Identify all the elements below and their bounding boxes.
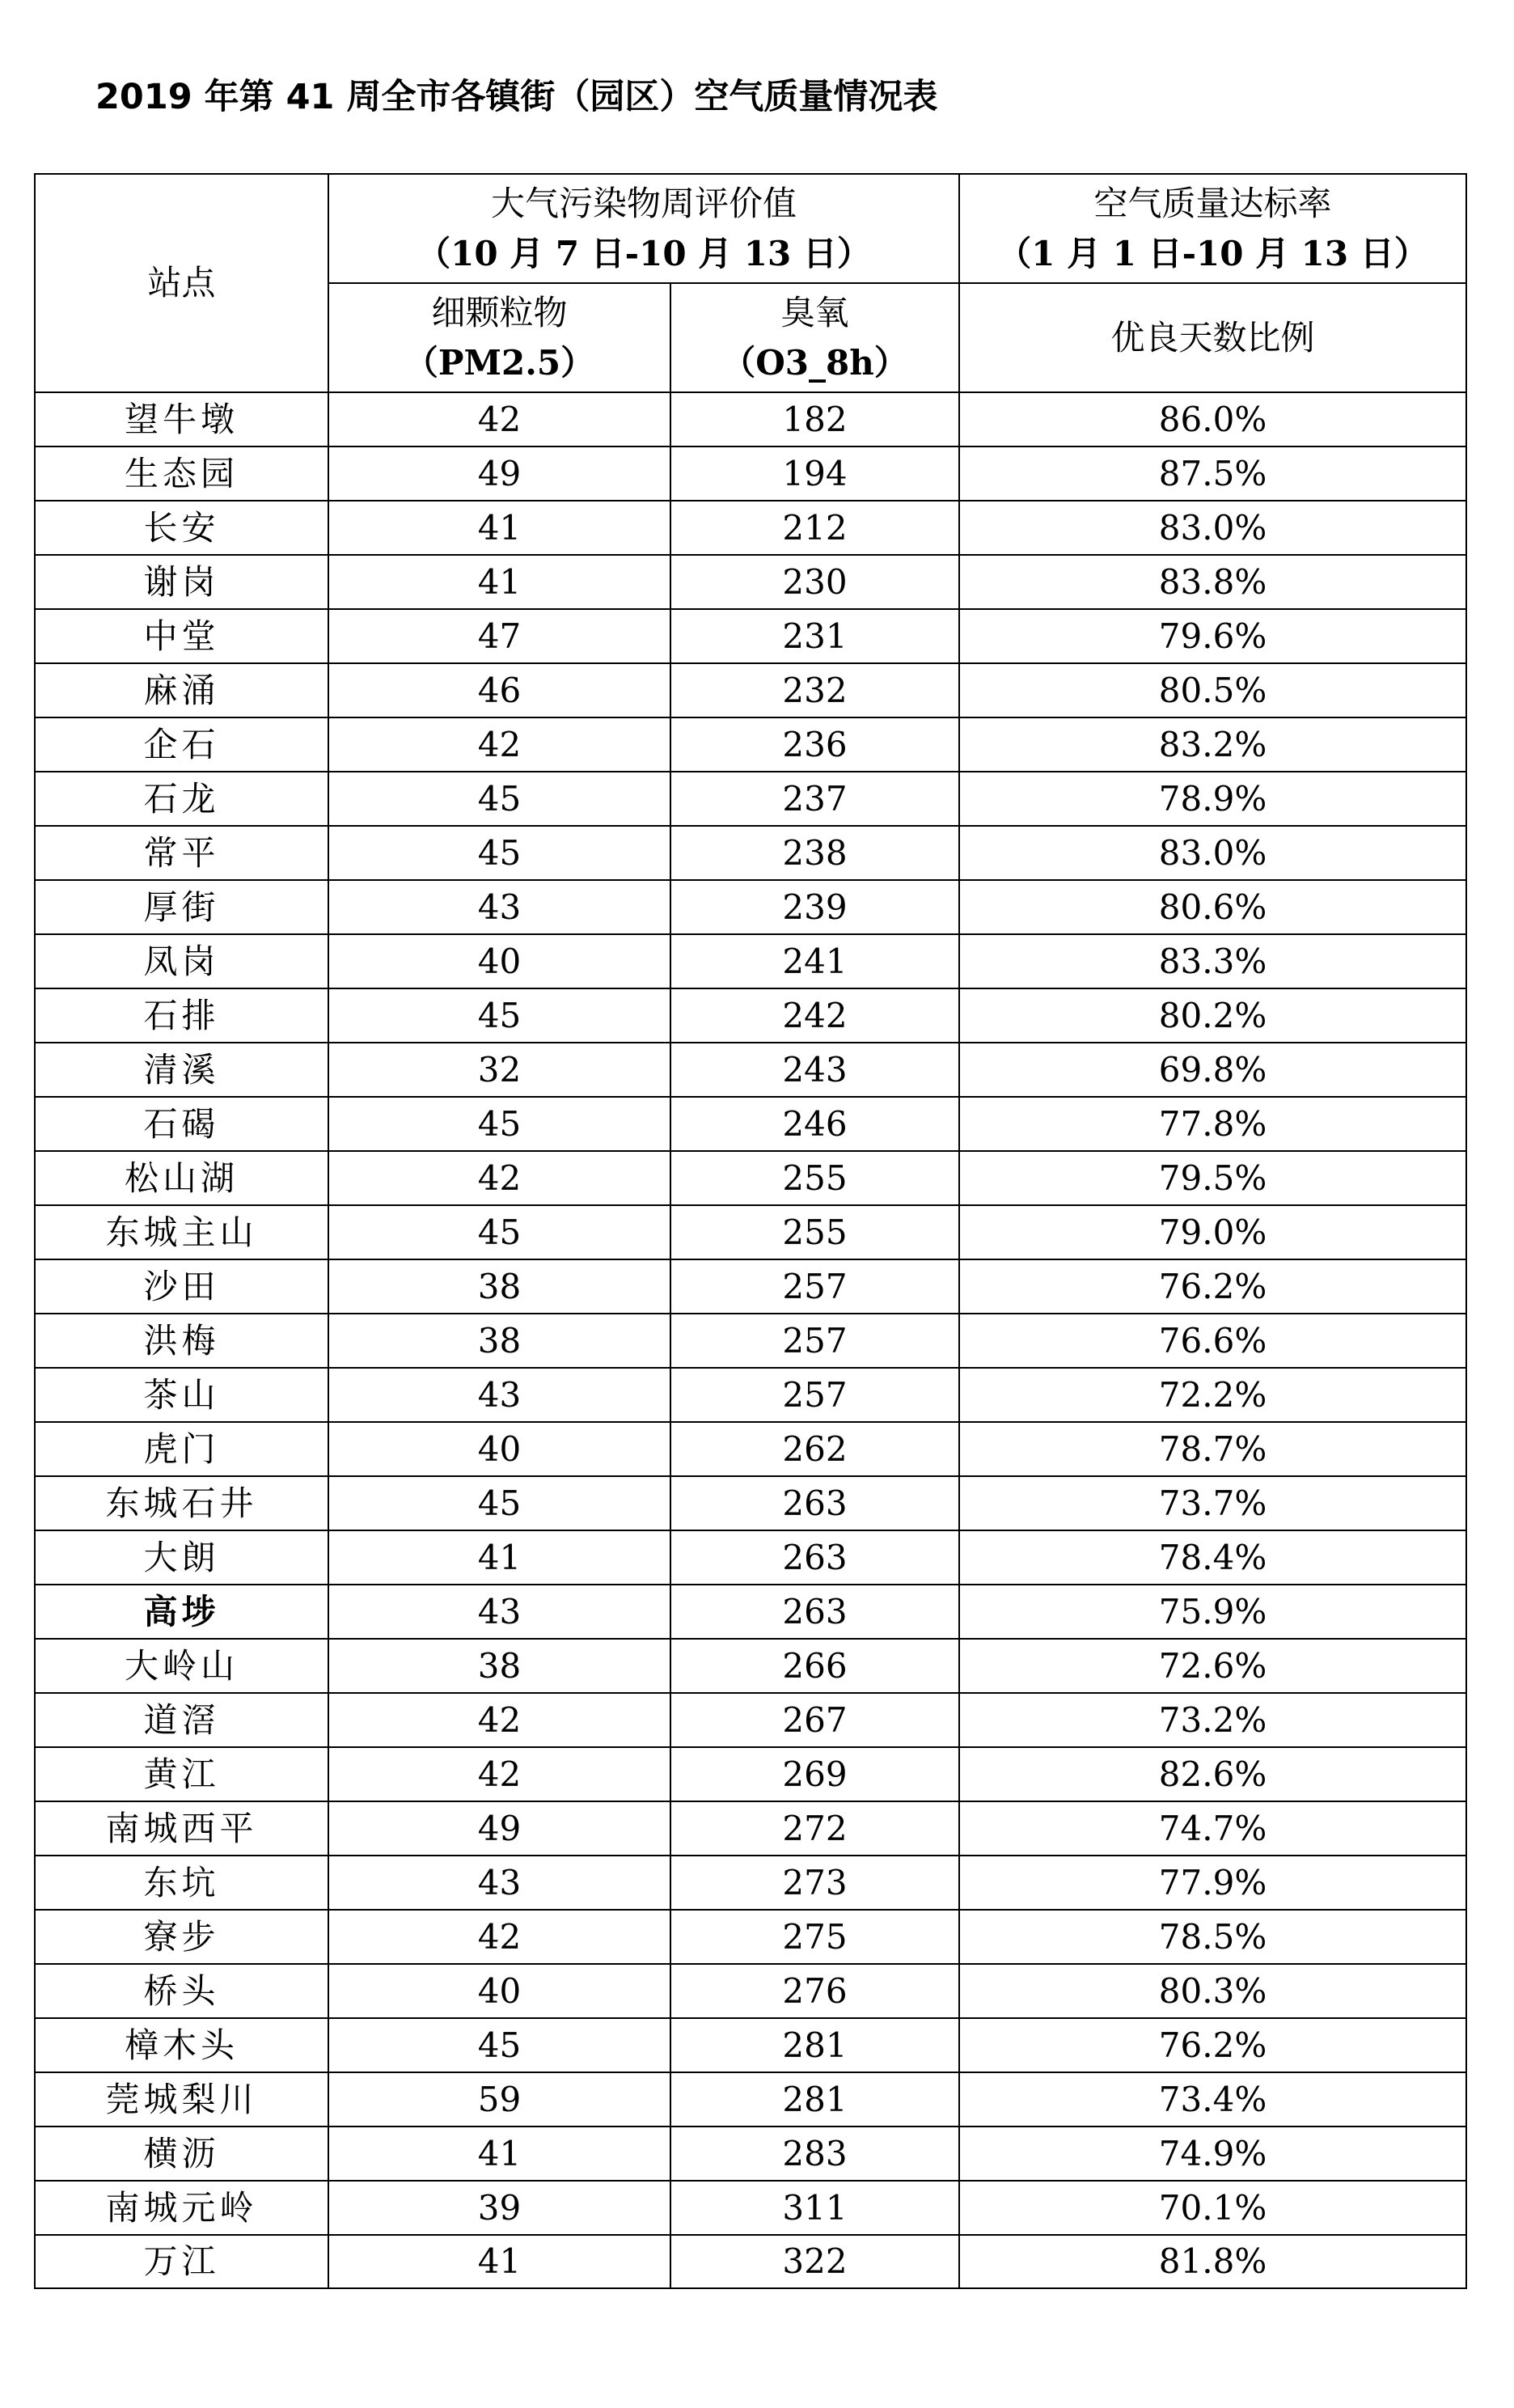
o3-cell: 236 <box>670 717 959 772</box>
pm25-cell: 45 <box>328 988 670 1043</box>
pm25-cell: 47 <box>328 609 670 663</box>
station-cell: 谢岗 <box>35 555 328 609</box>
rate-cell: 72.6% <box>959 1639 1466 1693</box>
header-row-1 <box>35 174 1466 283</box>
o3-cell: 273 <box>670 1856 959 1910</box>
page-title: 2019 年第 41 周全市各镇街（园区）空气质量情况表 <box>95 77 938 117</box>
table-row <box>35 1910 1466 1964</box>
rate-cell: 82.6% <box>959 1747 1466 1801</box>
station-cell: 常平 <box>35 826 328 880</box>
rate-cell: 73.7% <box>959 1476 1466 1530</box>
pm25-cell: 41 <box>328 501 670 555</box>
pm25-cell: 43 <box>328 1856 670 1910</box>
o3-cell: 242 <box>670 988 959 1043</box>
station-cell: 寮步 <box>35 1910 328 1964</box>
table-row <box>35 446 1466 501</box>
pm25-cell: 42 <box>328 1910 670 1964</box>
o3-cell: 230 <box>670 555 959 609</box>
table-row <box>35 1422 1466 1476</box>
rate-cell: 79.0% <box>959 1205 1466 1259</box>
o3-cell: 257 <box>670 1368 959 1422</box>
pm25-cell: 41 <box>328 2235 670 2288</box>
rate-cell: 81.8% <box>959 2235 1466 2288</box>
station-cell: 东坑 <box>35 1856 328 1910</box>
station-cell: 长安 <box>35 501 328 555</box>
table-row <box>35 2181 1466 2235</box>
pm25-cell: 43 <box>328 1368 670 1422</box>
table-row <box>35 1856 1466 1910</box>
o3-cell: 257 <box>670 1314 959 1368</box>
rate-cell: 74.7% <box>959 1801 1466 1856</box>
table-row <box>35 609 1466 663</box>
station-cell: 松山湖 <box>35 1151 328 1205</box>
table-row <box>35 1151 1466 1205</box>
o3-cell: 266 <box>670 1639 959 1693</box>
table-row <box>35 2072 1466 2127</box>
station-cell: 沙田 <box>35 1259 328 1314</box>
rate-cell: 74.9% <box>959 2127 1466 2181</box>
station-cell: 企石 <box>35 717 328 772</box>
pm25-cell: 45 <box>328 2018 670 2072</box>
header-rate-group <box>959 174 1466 283</box>
rate-cell: 72.2% <box>959 1368 1466 1422</box>
pm25-cell: 42 <box>328 1693 670 1747</box>
o3-cell: 237 <box>670 772 959 826</box>
station-cell: 石龙 <box>35 772 328 826</box>
o3-cell: 311 <box>670 2181 959 2235</box>
pm25-cell: 32 <box>328 1043 670 1097</box>
table-row <box>35 555 1466 609</box>
o3-cell: 243 <box>670 1043 959 1097</box>
rate-cell: 73.4% <box>959 2072 1466 2127</box>
table-row <box>35 1043 1466 1097</box>
table-row <box>35 1639 1466 1693</box>
station-cell: 黄江 <box>35 1747 328 1801</box>
station-cell: 清溪 <box>35 1043 328 1097</box>
pm25-cell: 38 <box>328 1259 670 1314</box>
station-cell: 望牛墩 <box>35 392 328 446</box>
o3-cell: 241 <box>670 934 959 988</box>
table-row <box>35 1259 1466 1314</box>
header-station-label: 站点 <box>147 263 216 303</box>
table-row <box>35 1747 1466 1801</box>
station-cell: 生态园 <box>35 446 328 501</box>
station-cell: 东城石井 <box>35 1476 328 1530</box>
header-rate-group-title: 空气质量达标率 <box>1093 183 1332 223</box>
header-pm25 <box>328 283 670 392</box>
pm25-cell: 42 <box>328 1151 670 1205</box>
rate-cell: 73.2% <box>959 1693 1466 1747</box>
rate-cell: 80.5% <box>959 663 1466 717</box>
o3-cell: 283 <box>670 2127 959 2181</box>
rate-cell: 83.0% <box>959 826 1466 880</box>
o3-cell: 194 <box>670 446 959 501</box>
o3-cell: 212 <box>670 501 959 555</box>
o3-cell: 262 <box>670 1422 959 1476</box>
header-o3-title: 臭氧 <box>780 292 849 332</box>
table-row <box>35 1205 1466 1259</box>
rate-cell: 80.3% <box>959 1964 1466 2018</box>
pm25-cell: 40 <box>328 1964 670 2018</box>
rate-cell: 69.8% <box>959 1043 1466 1097</box>
table-body <box>35 392 1466 2288</box>
rate-cell: 76.2% <box>959 2018 1466 2072</box>
header-pm25-title: 细颗粒物 <box>431 292 568 332</box>
rate-cell: 76.2% <box>959 1259 1466 1314</box>
pm25-cell: 41 <box>328 2127 670 2181</box>
rate-cell: 86.0% <box>959 392 1466 446</box>
header-pollutant-group-period: （10 月 7 日-10 月 13 日） <box>417 233 871 273</box>
table-row <box>35 1964 1466 2018</box>
header-rate-label: 优良天数比例 <box>1110 317 1315 358</box>
pm25-cell: 41 <box>328 1530 670 1585</box>
rate-cell: 83.8% <box>959 555 1466 609</box>
rate-cell: 83.2% <box>959 717 1466 772</box>
rate-cell: 77.9% <box>959 1856 1466 1910</box>
station-cell: 莞城梨川 <box>35 2072 328 2127</box>
header-rate-group-period: （1 月 1 日-10 月 13 日） <box>997 233 1428 273</box>
table-row <box>35 1693 1466 1747</box>
station-cell: 横沥 <box>35 2127 328 2181</box>
table-row <box>35 2127 1466 2181</box>
pm25-cell: 40 <box>328 934 670 988</box>
table-row <box>35 2018 1466 2072</box>
table-row <box>35 880 1466 934</box>
rate-cell: 78.4% <box>959 1530 1466 1585</box>
rate-cell: 75.9% <box>959 1585 1466 1639</box>
station-cell: 石碣 <box>35 1097 328 1151</box>
header-pollutant-group-title: 大气污染物周评价值 <box>491 183 797 223</box>
table-row <box>35 663 1466 717</box>
table-row <box>35 988 1466 1043</box>
pm25-cell: 59 <box>328 2072 670 2127</box>
rate-cell: 70.1% <box>959 2181 1466 2235</box>
table-row <box>35 1476 1466 1530</box>
table-row <box>35 1585 1466 1639</box>
o3-cell: 281 <box>670 2018 959 2072</box>
o3-cell: 263 <box>670 1476 959 1530</box>
station-cell: 樟木头 <box>35 2018 328 2072</box>
header-o3 <box>670 283 959 392</box>
pm25-cell: 42 <box>328 717 670 772</box>
header-pm25-code: （PM2.5） <box>404 342 595 383</box>
station-cell: 大岭山 <box>35 1639 328 1693</box>
table-row <box>35 772 1466 826</box>
pm25-cell: 45 <box>328 772 670 826</box>
station-cell: 南城元岭 <box>35 2181 328 2235</box>
o3-cell: 267 <box>670 1693 959 1747</box>
o3-cell: 272 <box>670 1801 959 1856</box>
station-cell: 东城主山 <box>35 1205 328 1259</box>
header-station <box>35 174 328 392</box>
station-cell: 南城西平 <box>35 1801 328 1856</box>
station-cell: 麻涌 <box>35 663 328 717</box>
rate-cell: 79.6% <box>959 609 1466 663</box>
o3-cell: 231 <box>670 609 959 663</box>
station-cell: 万江 <box>35 2235 328 2288</box>
o3-cell: 269 <box>670 1747 959 1801</box>
o3-cell: 182 <box>670 392 959 446</box>
table-row <box>35 2235 1466 2288</box>
o3-cell: 281 <box>670 2072 959 2127</box>
o3-cell: 263 <box>670 1530 959 1585</box>
station-cell: 厚街 <box>35 880 328 934</box>
header-o3-code: （O3_8h） <box>721 342 908 383</box>
table-row <box>35 1530 1466 1585</box>
station-cell: 茶山 <box>35 1368 328 1422</box>
rate-cell: 79.5% <box>959 1151 1466 1205</box>
station-cell: 虎门 <box>35 1422 328 1476</box>
pm25-cell: 41 <box>328 555 670 609</box>
table-row <box>35 501 1466 555</box>
pm25-cell: 45 <box>328 1476 670 1530</box>
pm25-cell: 45 <box>328 1205 670 1259</box>
o3-cell: 255 <box>670 1151 959 1205</box>
rate-cell: 78.9% <box>959 772 1466 826</box>
table-row <box>35 934 1466 988</box>
table-row <box>35 392 1466 446</box>
pm25-cell: 40 <box>328 1422 670 1476</box>
header-rate <box>959 283 1466 392</box>
station-cell: 高埗 <box>35 1585 328 1639</box>
table-row <box>35 826 1466 880</box>
pm25-cell: 43 <box>328 1585 670 1639</box>
o3-cell: 238 <box>670 826 959 880</box>
pm25-cell: 46 <box>328 663 670 717</box>
station-cell: 桥头 <box>35 1964 328 2018</box>
o3-cell: 257 <box>670 1259 959 1314</box>
pm25-cell: 49 <box>328 1801 670 1856</box>
pm25-cell: 49 <box>328 446 670 501</box>
o3-cell: 246 <box>670 1097 959 1151</box>
header-pollutant-group <box>328 174 959 283</box>
pm25-cell: 45 <box>328 1097 670 1151</box>
station-cell: 中堂 <box>35 609 328 663</box>
pm25-cell: 45 <box>328 826 670 880</box>
o3-cell: 263 <box>670 1585 959 1639</box>
rate-cell: 83.3% <box>959 934 1466 988</box>
table-row <box>35 1097 1466 1151</box>
table-row <box>35 1368 1466 1422</box>
station-cell: 大朗 <box>35 1530 328 1585</box>
pm25-cell: 42 <box>328 1747 670 1801</box>
pm25-cell: 38 <box>328 1639 670 1693</box>
station-cell: 道滘 <box>35 1693 328 1747</box>
rate-cell: 83.0% <box>959 501 1466 555</box>
table-row <box>35 717 1466 772</box>
station-cell: 凤岗 <box>35 934 328 988</box>
rate-cell: 78.5% <box>959 1910 1466 1964</box>
pm25-cell: 39 <box>328 2181 670 2235</box>
table-row <box>35 1801 1466 1856</box>
pm25-cell: 42 <box>328 392 670 446</box>
o3-cell: 255 <box>670 1205 959 1259</box>
station-cell: 石排 <box>35 988 328 1043</box>
o3-cell: 322 <box>670 2235 959 2288</box>
table-row <box>35 1314 1466 1368</box>
rate-cell: 80.6% <box>959 880 1466 934</box>
o3-cell: 275 <box>670 1910 959 1964</box>
rate-cell: 80.2% <box>959 988 1466 1043</box>
o3-cell: 276 <box>670 1964 959 2018</box>
station-cell: 洪梅 <box>35 1314 328 1368</box>
air-quality-table <box>34 173 1467 2289</box>
rate-cell: 87.5% <box>959 446 1466 501</box>
pm25-cell: 38 <box>328 1314 670 1368</box>
rate-cell: 78.7% <box>959 1422 1466 1476</box>
rate-cell: 76.6% <box>959 1314 1466 1368</box>
o3-cell: 232 <box>670 663 959 717</box>
pm25-cell: 43 <box>328 880 670 934</box>
rate-cell: 77.8% <box>959 1097 1466 1151</box>
o3-cell: 239 <box>670 880 959 934</box>
